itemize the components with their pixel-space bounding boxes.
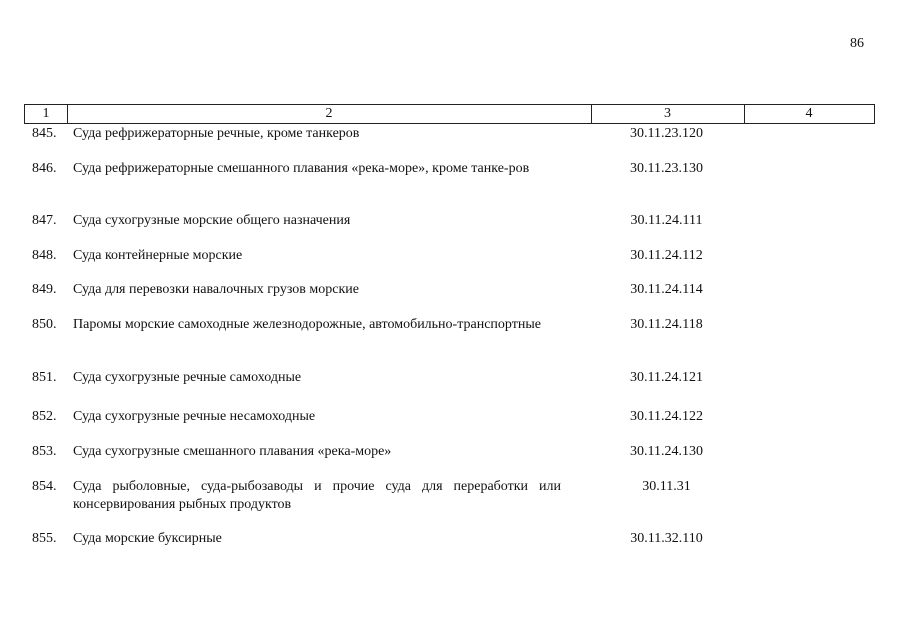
row-code: 30.11.31 [642,479,691,494]
row-code: 30.11.23.130 [630,161,703,176]
row-number: 845. [32,126,57,141]
row-number: 848. [32,248,57,263]
row-number: 853. [32,444,57,459]
row-text: Суда рыболовные, суда-рыбозаводы и прочие суда для переработки или консервирования рыбных продуктов [73,479,561,512]
row-number: 852. [32,409,57,424]
row-number: 851. [32,370,57,385]
row-code: 30.11.24.121 [630,370,703,385]
header-col-3: 3 [591,105,745,123]
row-text: Суда рефрижераторные речные, кроме танкеров [73,126,360,141]
row-number: 855. [32,531,57,546]
row-text: Суда для перевозки навалочных грузов морские [73,282,359,297]
row-text: Паромы морские самоходные железнодорожные, автомобильно-транспортные [73,317,541,332]
row-code: 30.11.24.130 [630,444,703,459]
row-number: 850. [32,317,57,332]
row-number: 854. [32,479,57,494]
row-number: 849. [32,282,57,297]
row-code: 30.11.24.118 [630,317,703,332]
row-text: Суда сухогрузные морские общего назначения [73,213,351,228]
row-code: 30.11.32.110 [630,531,703,546]
header-col-1: 1 [25,105,68,123]
header-col-2: 2 [67,105,592,123]
row-number: 847. [32,213,57,228]
row-code: 30.11.24.122 [630,409,703,424]
row-text: Суда сухогрузные речные самоходные [73,370,302,385]
row-code: 30.11.23.120 [630,126,703,141]
row-number: 846. [32,161,57,176]
row-text: Суда морские буксирные [73,531,222,546]
row-code: 30.11.24.114 [630,282,703,297]
row-text: Суда сухогрузные смешанного плавания «река-море» [73,444,392,459]
row-code: 30.11.24.111 [630,213,703,228]
row-text: Суда рефрижераторные смешанного плавания «река-море», кроме танке-ров [73,161,530,176]
page-number: 86 [850,36,864,51]
row-text: Суда контейнерные морские [73,248,243,263]
table-header [24,104,875,124]
row-code: 30.11.24.112 [630,248,703,263]
row-text: Суда сухогрузные речные несамоходные [73,409,316,424]
header-col-4: 4 [805,106,813,121]
